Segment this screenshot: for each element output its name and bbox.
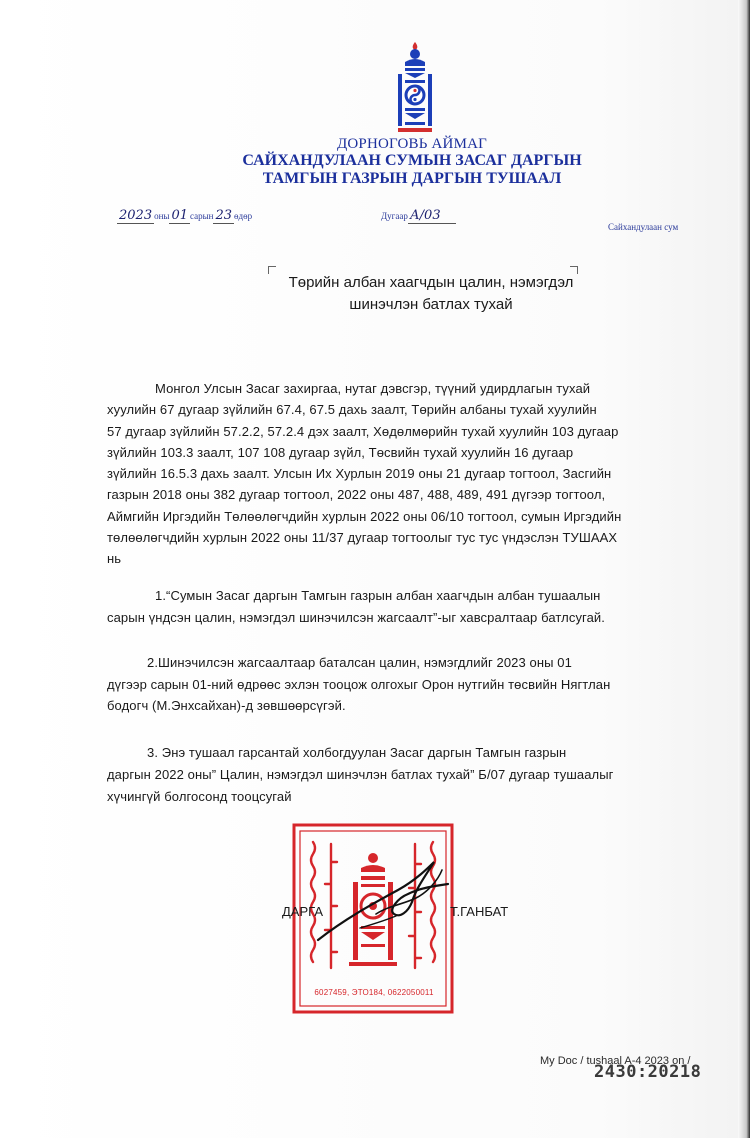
preamble-paragraph bbox=[107, 378, 707, 570]
date-day: 23 bbox=[215, 208, 233, 223]
date-day-suffix: өдөр bbox=[234, 211, 253, 221]
preamble-line: зүйлийн 16.5.3 дахь заалт. Улсын Их Хурлын 2019 оны 21 дугаар тогтоол, Засгийн bbox=[107, 466, 612, 482]
signatory-name: Т.ГАНБАТ bbox=[450, 904, 509, 919]
header-province: ДОРНОГОВЬ АЙМАГ bbox=[336, 136, 488, 152]
soyombo-emblem-icon bbox=[393, 40, 437, 134]
preamble-line: төлөөлөгчдийн хурлын 2022 оны 11/37 дугаар тогтоолыг тус тус үндэслэн ТУШААХ bbox=[107, 530, 618, 546]
clause-2 bbox=[107, 652, 689, 717]
order-number-value: А/03 bbox=[408, 208, 456, 224]
clause-2-line: бодогч (М.Энхсайхан)-д зөвшөөрсүгэй. bbox=[107, 698, 346, 713]
preamble-line: Монгол Улсын Засаг захиргаа, нутаг дэвсгэр, түүний удирдлагын тухай bbox=[155, 381, 591, 396]
date-year: 2023 bbox=[119, 208, 153, 223]
order-title-line2: шинэчлэн батлах тухай bbox=[349, 296, 513, 313]
preamble-line: зүйлийн 103.3 заалт, 107 108 дугаар зүйл, Төсвийн тухай хуулийн 16 дугаар bbox=[107, 444, 574, 460]
preamble-line: 57 дугаар зүйлийн 57.2.2, 57.2.4 дэх заалт, Хөдөлмөрийн тухай хуулийн 103 дугаар bbox=[107, 423, 619, 439]
preamble-line: хуулийн 67 дугаар зүйлийн 67.4, 67.5 дахь заалт, Төрийн албаны тухай хуулийн bbox=[107, 402, 597, 418]
order-title-line1: Төрийн албан хаагчдын цалин, нэмэгдэл bbox=[288, 274, 574, 291]
clause-1-line: сарын үндсэн цалин, нэмэгдэл шинэчилсэн жагсаалт”-ыг хавсралтаар батлсугай. bbox=[107, 609, 606, 625]
clause-3-line: даргын 2022 оны” Цалин, нэмэгдэл шинэчлэн батлах тухай” Б/07 дугаар тушаалыг bbox=[107, 767, 614, 782]
stamp-registration-code: 6027459, ЭТО184, 0622050011 bbox=[314, 988, 434, 997]
header-order-type: ТАМГЫН ГАЗРЫН ДАРГЫН ТУШААЛ bbox=[262, 170, 562, 187]
footer-serial-number: 2430:20218 bbox=[594, 1062, 702, 1082]
preamble-line: газрын 2018 оны 382 дугаар тогтоол, 2022 оны 487, 488, 489, 491 дүгээр тогтоол, bbox=[107, 487, 606, 503]
clause-1 bbox=[107, 585, 689, 628]
clause-3-line: 3. Энэ тушаал гарсантай холбогдуулан Засаг даргын Тамгын газрын bbox=[147, 745, 567, 760]
date-year-suffix: оны bbox=[154, 211, 170, 221]
signatory-role: ДАРГА bbox=[282, 904, 323, 919]
place-name: Сайхандулаан сум bbox=[608, 222, 679, 232]
clause-1-line: 1.“Сумын Засаг даргын Тамгын газрын албан хаагчдын албан тушаалын bbox=[155, 588, 601, 603]
footer-file-path: My Doc / tushaal A-4 2023 on / bbox=[540, 1055, 691, 1067]
header-office: САЙХАНДУЛААН СУМЫН ЗАСАГ ДАРГЫН bbox=[242, 152, 582, 169]
clause-3-line: хүчингүй болгосонд тооцсугай bbox=[107, 789, 292, 804]
order-title bbox=[0, 272, 750, 316]
date-line bbox=[117, 208, 252, 224]
order-number-label: Дугаар bbox=[381, 211, 408, 221]
date-month: 01 bbox=[171, 208, 189, 223]
clause-3 bbox=[107, 742, 689, 808]
preamble-line: нь bbox=[107, 551, 122, 567]
handwritten-signature-icon bbox=[316, 858, 466, 942]
clause-2-line: 2.Шинэчилсэн жагсаалтаар баталсан цалин, нэмэгдлийг 2023 оны 01 bbox=[147, 655, 572, 670]
preamble-line: Аймгийн Иргэдийн Төлөөлөгчдийн хурлын 2022 оны 06/10 тогтоол, сумын Иргэдийн bbox=[107, 508, 622, 524]
clause-2-line: дүгээр сарын 01-ний өдрөөс эхлэн тооцож олгохыг Орон нутгийн төсвийн Нягтлан bbox=[107, 676, 611, 692]
date-month-suffix: сарын bbox=[190, 211, 214, 221]
order-number bbox=[381, 208, 456, 224]
